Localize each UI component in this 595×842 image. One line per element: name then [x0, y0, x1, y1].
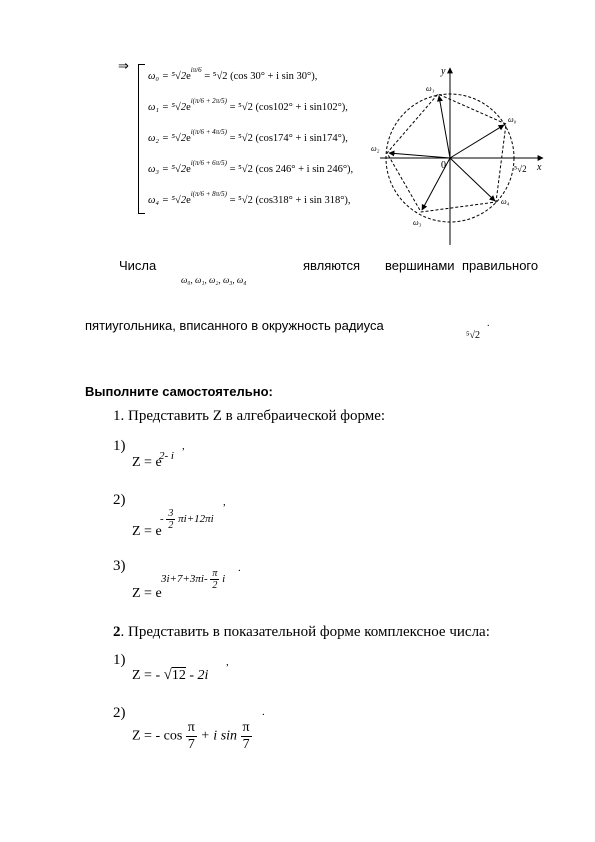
task2-item2-frac1	[186, 720, 197, 753]
task1-item2-exponent	[160, 508, 214, 531]
system-brace	[138, 64, 145, 214]
task2-item1-num: 1)	[113, 652, 126, 668]
omega-formula-row	[148, 97, 348, 113]
task2-item1-sqrt: 12	[171, 668, 186, 683]
task1-item3-exp-post: i	[222, 573, 226, 586]
paragraph-radius: ⁵√2	[466, 330, 480, 341]
omega-1-label: ω₁	[426, 84, 435, 93]
task2-item2-pre: Z = - cos	[132, 728, 183, 744]
paragraph-end: .	[487, 318, 490, 329]
task2-item2-frac2-num: π	[242, 720, 250, 735]
task1-heading: 1. Представить Z в алгебраической форме:	[113, 408, 386, 424]
task1-item2-tail: ,	[223, 496, 226, 508]
task1-item3-tail: .	[238, 562, 241, 574]
task1-item2-lhs: Z = e	[132, 524, 162, 539]
task1-item3-num: 3)	[113, 558, 126, 574]
paragraph-word-2: являются	[303, 258, 361, 273]
task1-item2-exp-post: πi+12πi	[178, 513, 214, 526]
section-title: Выполните самостоятельно:	[85, 384, 273, 399]
task1-item2-exp-frac	[166, 508, 175, 531]
paragraph-omega-list: ω₀, ω₁, ω₂, ω₃, ω₄	[181, 275, 247, 285]
task1-item1-tail: ,	[182, 440, 185, 452]
task1-item1-num: 1)	[113, 438, 126, 454]
task2-item1-pre: Z = -	[132, 668, 164, 683]
radius-label: ⁵√2	[514, 164, 527, 174]
vector-omega-2	[389, 153, 450, 158]
omega-formula-row	[148, 190, 351, 206]
euler-e-symbol: e	[186, 71, 191, 82]
origin-label: 0	[441, 160, 446, 171]
omega-formula-row	[148, 128, 348, 144]
task1-item2-num: 2)	[113, 492, 126, 508]
omega-row-exponent: iπ/6	[190, 66, 202, 74]
task2-item2-expr	[132, 720, 252, 753]
omega-row-trig-form: = ⁵√2 (cos174° + i sin174°),	[226, 133, 348, 144]
task2-item2-mid: + i sin	[200, 728, 238, 744]
omega-row-lhs: ω₃ = ⁵√2	[148, 164, 187, 175]
task1-item3-lhs: Z = e	[132, 586, 162, 601]
task2-item2-num: 2)	[113, 705, 126, 721]
omega-row-lhs: ω₀ = ⁵√2	[148, 71, 187, 82]
paragraph-line-2: пятиугольника, вписанного в окружность радиуса	[85, 318, 384, 333]
task1-item3-exponent	[161, 568, 225, 591]
omega-0-label: ω₀	[508, 115, 517, 124]
omega-row-trig-form: = ⁵√2 (cos102° + i sin102°),	[226, 102, 348, 113]
omega-4-label: ω₄	[501, 197, 510, 206]
omega-formula-row	[148, 159, 353, 175]
pentagon-diagram	[365, 60, 555, 250]
vector-omega-1	[439, 96, 450, 158]
task2-item2-frac2	[241, 720, 252, 753]
implies-arrow: ⇒	[118, 58, 129, 73]
omega-row-exponent: i(π/6 + 2π/5)	[190, 97, 227, 105]
omega-row-exponent: i(π/6 + 4π/5)	[190, 128, 227, 136]
omega-row-exponent: i(π/6 + 8π/5)	[190, 190, 227, 198]
task2-heading-text: . Представить в показательной форме комплексное числа:	[120, 624, 490, 640]
sqrt-symbol: √	[163, 667, 172, 683]
omega-2-label: ω₂	[371, 144, 380, 153]
omega-row-trig-form: = ⁵√2 (cos 246° + i sin 246°),	[226, 164, 354, 175]
paragraph-word-4: правильного	[462, 258, 539, 273]
task1-item2-exp-pre: -	[160, 513, 164, 526]
euler-e-symbol: e	[186, 195, 191, 206]
task1-item3-exp-pre: 3i+7+3πi-	[161, 573, 208, 586]
euler-e-symbol: e	[186, 133, 191, 144]
task2-item1-tail: ,	[226, 656, 229, 668]
task1-item2-frac-den: 2	[168, 520, 174, 531]
task2-item2-tail: .	[262, 706, 265, 718]
task1-item2-frac-num: 3	[168, 508, 174, 519]
task2-item2-frac1-num: π	[187, 720, 195, 735]
task2-item1-expr	[132, 667, 208, 684]
task1-item3-frac-num: π	[212, 568, 218, 579]
task2-item1-post: - 2i	[185, 668, 209, 683]
omega-row-lhs: ω₁ = ⁵√2	[148, 102, 187, 113]
task1-item3-frac-den: 2	[212, 580, 218, 591]
x-axis-label: x	[537, 162, 542, 173]
paragraph-word-chisla: Числа	[119, 258, 157, 273]
omega-row-trig-form: = ⁵√2 (cos318° + i sin 318°),	[226, 195, 351, 206]
omega-formula-row	[148, 66, 317, 82]
omega-row-lhs: ω₂ = ⁵√2	[148, 133, 187, 144]
y-axis-label: y	[441, 66, 446, 77]
task1-item3-exp-frac	[210, 568, 219, 591]
task2-item2-frac2-den: 7	[242, 737, 250, 752]
omega-row-lhs: ω₄ = ⁵√2	[148, 195, 187, 206]
omega-row-exponent: i(π/6 + 6π/5)	[190, 159, 227, 167]
euler-e-symbol: e	[186, 102, 191, 113]
omega-row-trig-form: = ⁵√2 (cos 30° + i sin 30°),	[201, 71, 318, 82]
task2-item2-frac1-den: 7	[187, 737, 195, 752]
task1-item1-lhs: Z = e	[132, 455, 162, 470]
task2-heading-number: 2	[113, 624, 121, 640]
omega-3-label: ω₃	[413, 218, 422, 227]
task2-heading	[113, 624, 490, 641]
task1-item1-exp: 2- i	[159, 450, 174, 462]
vector-omega-0	[450, 125, 504, 158]
vector-omega-4	[450, 158, 495, 201]
paragraph-word-3: вершинами	[385, 258, 455, 273]
euler-e-symbol: e	[186, 164, 191, 175]
